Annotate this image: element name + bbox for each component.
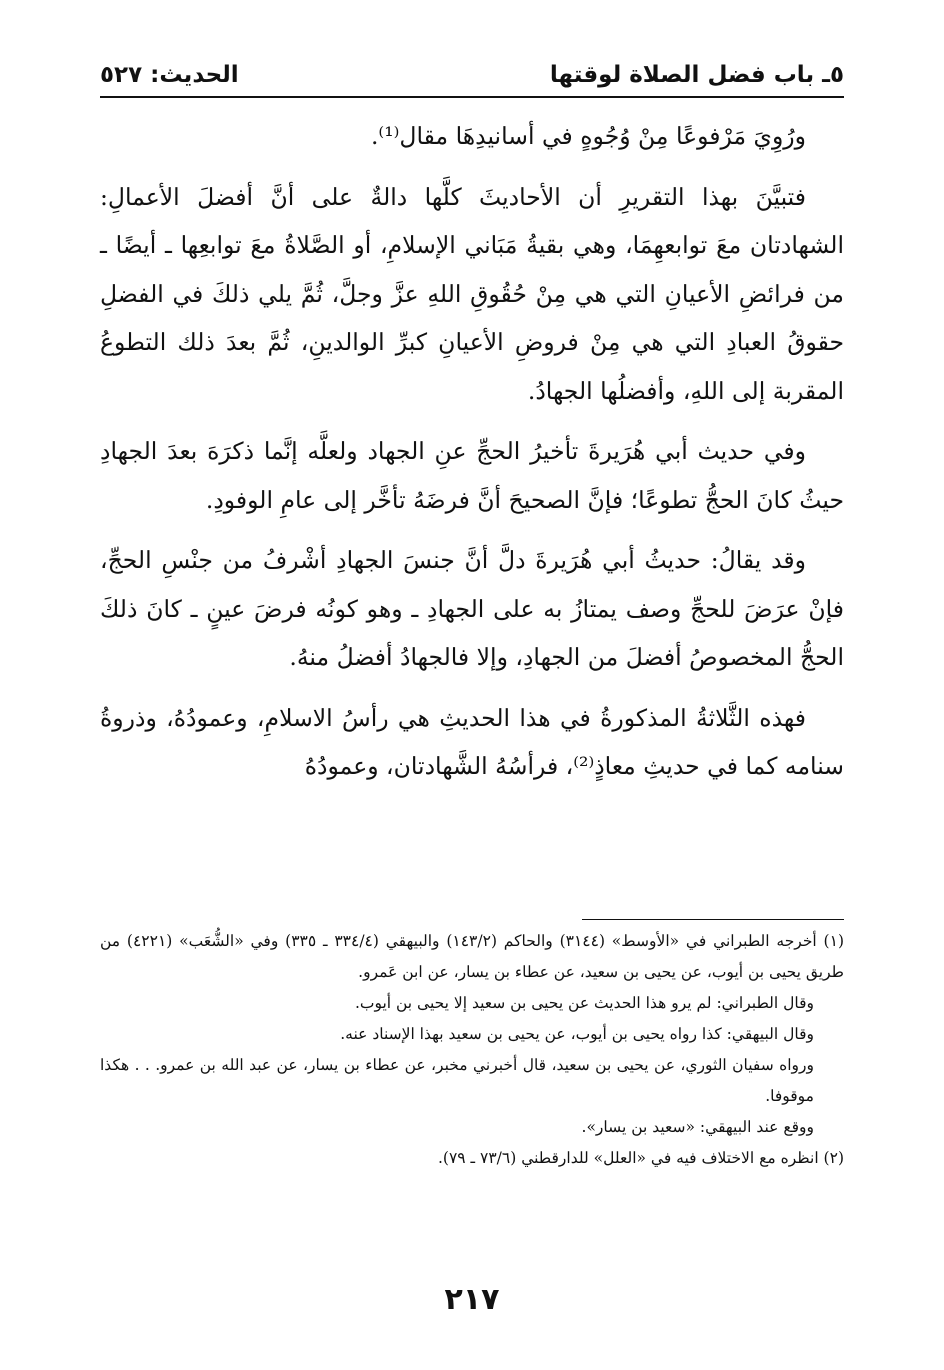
footnote: (٢) انظره مع الاختلاف فيه في «العلل» للدارقطني (٧٣/٦ ـ ٧٩). [437,1149,844,1167]
hadith-number: الحديث: ٥٢٧ [100,62,239,88]
footnote: (١) أخرجه الطبراني في «الأوسط» (٣١٤٤) والحاكم (١٤٣/٢) والبيهقي (٣٣٤/٤ ـ ٣٣٥) وفي «الشُّعَب» (٤٢٢١) من طريق يحيى بن أيوب، عن يحيى بن سعيد، عن عطاء بن يسار، عن ابن عَمرو. [100,932,844,981]
paragraph: ورُوِيَ مَرْفوعًا مِنْ وُجُوهٍ في أسانيدِهَا مقال⁽¹⁾. [370,122,806,150]
chapter-title: ٥ـ باب فضل الصلاة لوقتها [549,62,844,88]
footnote-line: ووقع عند البيهقي: «سعيد بن يسار». [581,1118,814,1136]
footnote-line: ورواه سفيان الثوري، عن يحيى بن سعيد، قال أخبرني مخبر، عن عطاء بن يسار، عن عبد الله بن عمرو. . . هكذا موقوفا. [100,1056,814,1105]
main-text [100,112,844,803]
footnote-divider [582,919,844,920]
header-divider [100,96,844,98]
footnote-line: وقال البيهقي: كذا رواه يحيى بن أيوب، عن يحيى بن سعيد بهذا الإسناد عنه. [340,1025,814,1043]
paragraph: وفي حديث أبي هُرَيرةَ تأخيرُ الحجِّ عنِ الجهاد ولعلَّه إنَّما ذكرَهَ بعدَ الجهادِ حيثُ كانَ الحجُّ تطوعًا؛ فإنَّ الصحيحَ أنَّ فرضَهُ تأخَّر إلى عامِ الوفودِ. [100,437,844,514]
paragraph: فتبيَّنَ بهذا التقريرِ أن الأحاديثَ كلَّها دالةٌ على أنَّ أفضلَ الأعمالِ: الشهادتان معَ توابعهِمَا، وهي بقيةُ مَبَاني الإسلامِ، أو الصَّلاةُ معَ توابعِها ـ أيضًا ـ من فرائضِ الأعيانِ التي هي مِنْ حُقُوقِ اللهِ عزَّ وجلَّ، ثُمَّ يلي ذلكَ في الفضلِ حقوقُ العبادِ التي هي مِنْ فروضِ الأعيانِ كبرِّ الوالدينِ، ثُمَّ بعدَ ذلك التطوعُ المقربة إلى اللهِ، وأفضلُها الجهادُ. [100,182,844,405]
paragraph: فهذه الثَّلاثةُ المذكورةُ في هذا الحديثِ هي رأسُ الاسلامِ، وعمودُهُ، وذروةُ سنامه كما في حديثِ معاذٍ⁽²⁾، فرأسُهُ الشَّهادتان، وعمودُهُ [100,703,844,780]
page-number: ٢١٧ [444,1282,500,1317]
footnotes [100,926,844,1174]
footnote-line: وقال الطبراني: لم يرو هذا الحديث عن يحيى بن سعيد إلا يحيى بن أيوب. [354,994,814,1012]
paragraph: وقد يقالُ: حديثُ أبي هُرَيرةَ دلَّ أنَّ جنسَ الجهادِ أشْرفُ من جنْسِ الحجِّ، فإنْ عرَضَ للحجِّ وصف يمتازُ به على الجهادِ ـ وهو كونُه فرضَ عينٍ ـ كانَ ذلكَ الحجُّ المخصوصُ أفضلَ من الجهادِ، وإلا فالجهادُ أفضلُ منهُ. [100,546,844,671]
running-header [100,58,844,94]
